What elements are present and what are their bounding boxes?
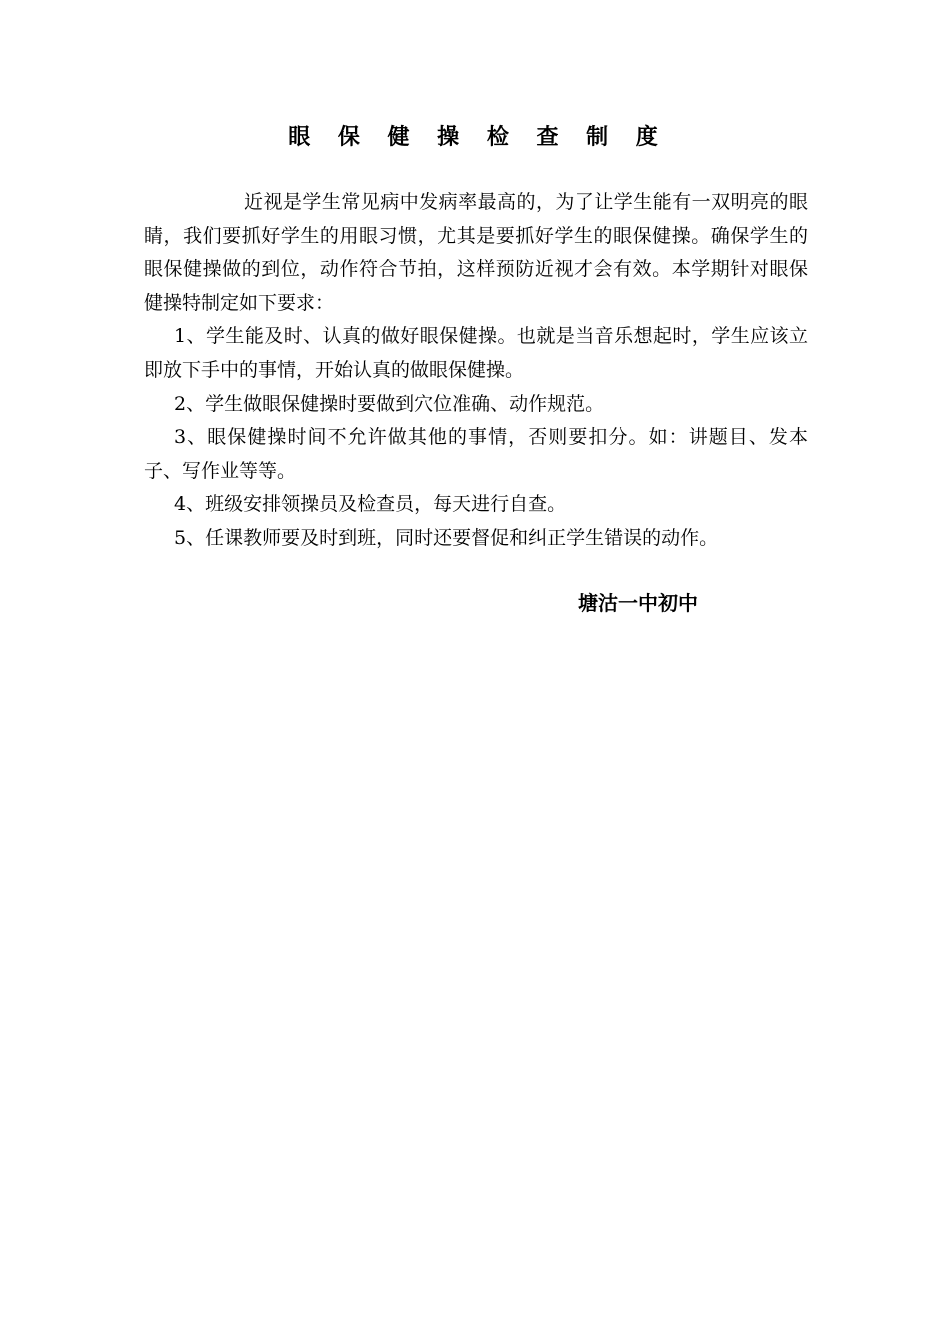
document-title: 眼 保 健 操 检 查 制 度 [288, 125, 668, 150]
rule-item-4: 4、班级安排领操员及检查员，每天进行自查。 [174, 493, 567, 516]
rule-item-2: 2、学生做眼保健操时要做到穴位准确、动作规范。 [174, 392, 605, 415]
rule-item-3: 3、眼保健操时间不允许做其他的事情，否则要扣分。如：讲题目、发本子、写作业等等。 [144, 426, 808, 482]
school-signature: 塘沽一中初中 [578, 591, 698, 615]
document-body [144, 186, 808, 556]
rule-item-1: 1、学生能及时、认真的做好眼保健操。也就是当音乐想起时，学生应该立即放下手中的事情，开始认真的做眼保健操。 [144, 325, 808, 381]
rule-item-5: 5、任课教师要及时到班，同时还要督促和纠正学生错误的动作。 [174, 526, 719, 549]
intro-paragraph: 近视是学生常见病中发病率最高的，为了让学生能有一双明亮的眼睛，我们要抓好学生的用眼习惯，尤其是要抓好学生的眼保健操。确保学生的眼保健操做的到位，动作符合节拍，这样预防近视才会有效。本学期针对眼保健操特制定如下要求： [144, 191, 808, 314]
